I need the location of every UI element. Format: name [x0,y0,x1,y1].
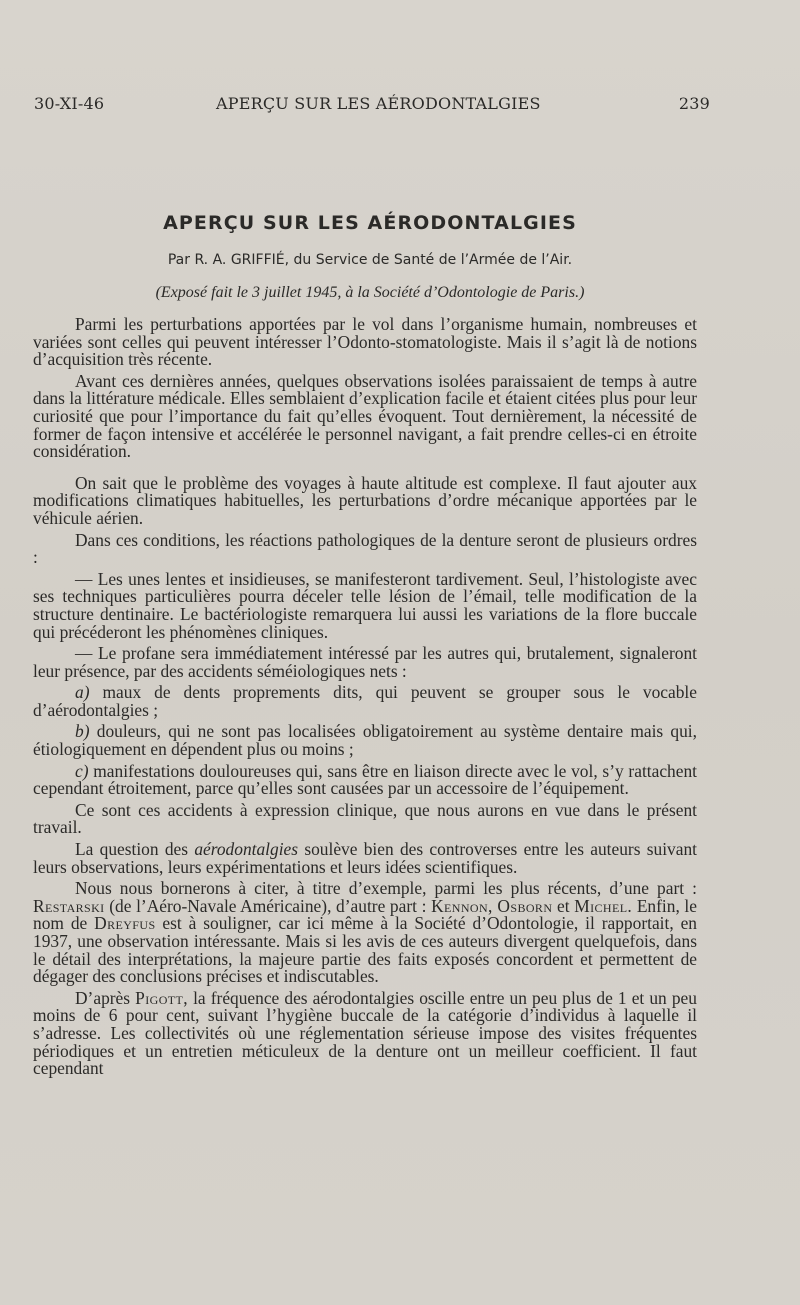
list-text: douleurs, qui ne sont pas localisées obligatoirement au système dentaire mais qui, étiologiquement en dépendent plus ou moins ; [33,721,697,760]
paragraph: — Les unes lentes et insidieuses, se manifesteront tardivement. Seul, l’histologiste avec ses techniques particulières pourra déceler telle lésion de l’émail, telle modification de la structure dentinaire. Le bactériologiste remarquera lui aussi les variations de la flore buccale qui précéderont les phénomènes cliniques. [33,568,697,642]
issue-date: 30-XI-46 [34,94,105,113]
text-run: et [557,895,570,916]
italic-term: aérodontalgies [194,839,299,860]
list-letter: c) [75,760,89,781]
author-name: Pigott, [135,987,188,1008]
paragraph: Ce sont ces accidents à expression clinique, que nous aurons en vue dans le présent travail. [33,799,697,838]
paragraph: Dans ces conditions, les réactions pathologiques de la denture seront de plusieurs ordres : [33,529,697,568]
article-body [33,316,697,1082]
text-run: (de l’Aéro-Navale Américaine), d’autre part : [109,895,427,916]
text-run: Nous nous bornerons à citer, à titre d’exemple, parmi les plus récents, d’une part : [75,878,697,899]
list-letter: b) [75,721,90,742]
text-run: soulève bien des controverses entre les auteurs suivant leurs observations, leurs expérimentations et leurs idées scientifiques. [33,839,697,877]
paragraph [33,880,697,986]
author-name: Dreyfus [94,913,156,934]
text-run: la fréquence des aérodontalgies oscille entre un peu plus de 1 et un peu moins de 6 pour cent, suivant l’hygiène buccale de la catégorie d’individus à laquelle il s’adresse. Les collectivités où une réglementation sérieuse impose des visites fréquentes périodiques et un entretien méticuleux de la denture ont un meilleur coefficient. Il faut cependant [33,987,697,1079]
paragraph [33,987,697,1079]
list-item-a [33,684,697,719]
running-title: APERÇU SUR LES AÉRODONTALGIES [216,94,541,113]
list-letter: a) [75,682,90,703]
paragraph [33,841,697,876]
page-number: 239 [678,94,710,113]
list-text: maux de dents proprements dits, qui peuvent se grouper sous le vocable d’aérodontalgies ; [33,682,697,720]
list-item-c [33,760,697,799]
article-exposé-note: (Exposé fait le 3 juillet 1945, à la Société d’Odontologie de Paris.) [155,284,585,301]
paragraph: Avant ces dernières années, quelques observations isolées paraissaient de temps à autre dans la littérature médicale. Elles semblaient d’explication facile et étaient citées plus pour leur curiosité que pour l’importance du fait qu’elles évoquent. Tout dernièrement, la nécessité de former de façon intensive et accélérée le personnel navigant, a fait prendre celles-ci en étroite considération. [33,370,697,462]
article-title: APERÇU SUR LES AÉRODONTALGIES [163,212,577,234]
article-byline: Par R. A. GRIFFIÉ, du Service de Santé de l’Armée de l’Air. [167,252,573,268]
text-run: est à souligner, car ici même à la Société d’Odontologie, il rapportait, en 1937, une observation intéressante. Mais si les avis de ces auteurs divergent quelquefois, dans le détail des interprétations, la majeure partie des faits exposés concordent et permettent de dégager des conclusions précises et indiscutables. [33,913,697,987]
text-run: D’après [75,987,131,1008]
author-name: Michel. [574,895,633,916]
text-run: La question des [75,839,189,860]
author-name: Kennon, [431,895,493,916]
paragraph: On sait que le problème des voyages à haute altitude est complexe. Il faut ajouter aux modifications climatiques habituelles, les perturbations d’ordre mécanique apportées par le véhicule aérien. [33,472,697,528]
author-name: Restarski [33,895,105,916]
author-name: Osborn [497,895,553,916]
running-head [34,94,710,118]
list-text: manifestations douloureuses qui, sans être en liaison directe avec le vol, s’y rattachent cependant étroitement, parce qu’elles sont causées par un accessoire de l’équipement. [33,760,697,799]
paragraph: Parmi les perturbations apportées par le vol dans l’organisme humain, nombreuses et variées sont celles qui peuvent intéresser l’Odonto-stomatologiste. Mais il s’agit là de notions d’acquisition très récente. [33,314,697,370]
text-run: Enfin, le nom de [33,895,697,934]
list-item-b [33,723,697,758]
paragraph: — Le profane sera immédiatement intéressé par les autres qui, brutalement, signaleront leur présence, par des accidents séméiologiques nets : [33,643,697,681]
